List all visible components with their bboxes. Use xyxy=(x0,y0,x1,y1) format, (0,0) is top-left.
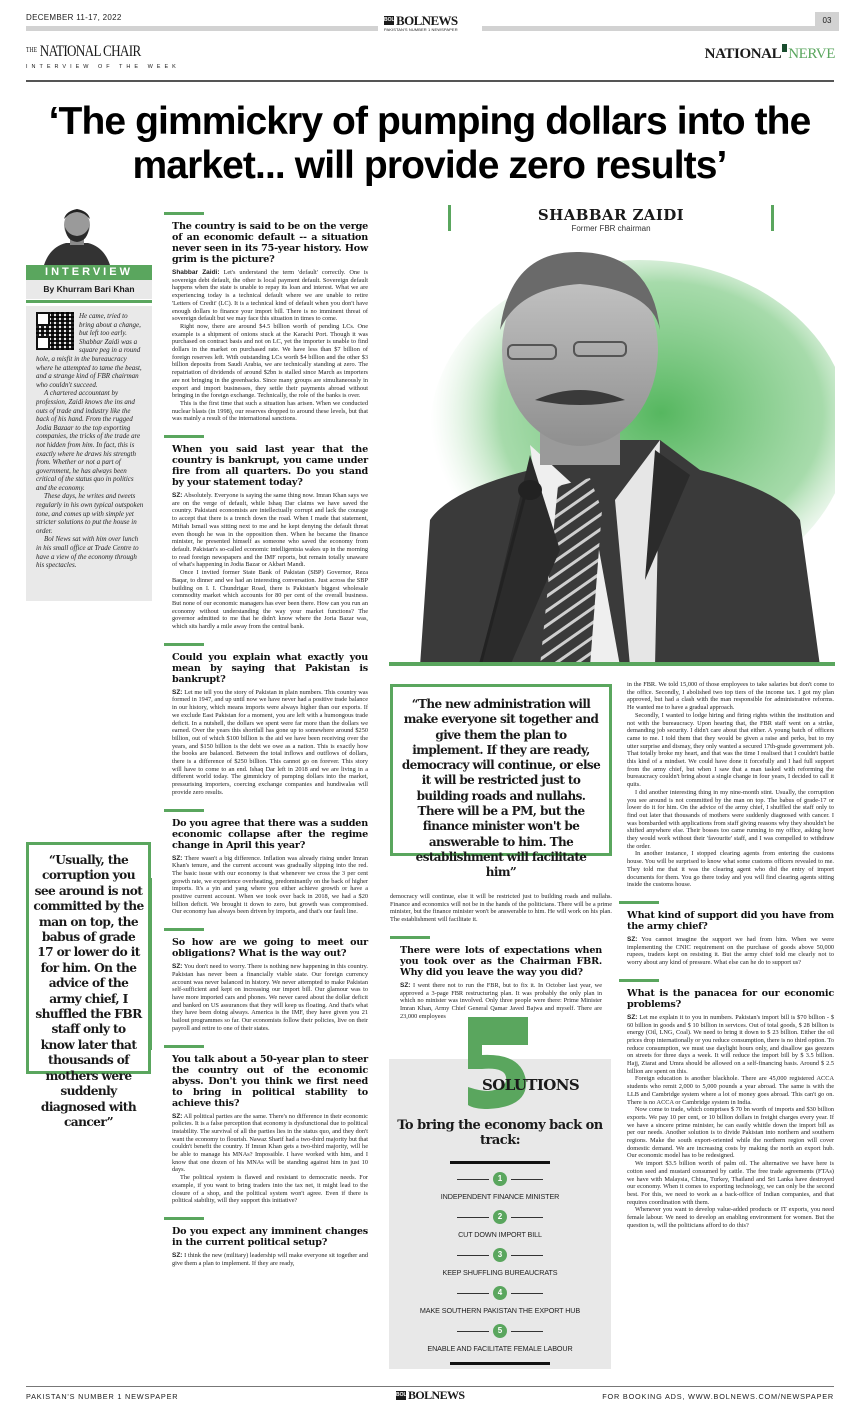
answer-paragraph xyxy=(627,936,834,967)
solution-number: 1 xyxy=(493,1172,507,1186)
question-marker xyxy=(164,1217,204,1220)
answer-paragraph: Secondly, I wanted to lodge hiring and firing rights within the institution and not with the bureaucracy. Upon hearing that, the FBR staff went on a strike, demanding job security. I didn't care about that either. A young batch of officers came to me. I told them that they would be given a raise and perks, but to my utter surprise and dismay, they only wanted a secured 17th-grade government job. That totally broke my heart, and that was the time I realised that I couldn't battle this kind of a mindset. We could have done it forcefully and I had full support from the army chief, but when I saw that a man tasked with reforming the bureaucracy couldn't bring about a single change in four years, I decided to call it quits. xyxy=(627,711,834,789)
speaker-label: SZ: xyxy=(172,1251,183,1259)
qr-code-icon[interactable] xyxy=(36,312,74,350)
bolnews-logo[interactable] xyxy=(384,14,458,32)
article-column-1 xyxy=(172,212,368,1267)
answer-text: I went there not to run the FBR, but to fix it. In October last year, we approved a 3-page FBR restructuring plan. It was probably the only plan in which no minister was involved. Only three people were there: Prime Minister Imran Khan, Army Chief General Qamar Javed Bajwa and myself. There are 23,000 employees xyxy=(400,981,602,1020)
solution-item xyxy=(389,1286,611,1315)
question: Could you explain what exactly you mean by saying that Pakistan is bankrupt? xyxy=(172,651,368,685)
solution-label: KEEP SHUFFLING BUREAUCRATS xyxy=(442,1268,558,1277)
answer-paragraph: Right now, there are around $4.5 billion worth of pending LCs. One example is a shipment of onions stuck at the Karachi Port. Though it was purchased on contract basis and not on LC, yet the importer is unable to find dollars in the market on purchased rate. We have less than $7 billion of foreign reserves left. With outstanding LCs worth $4 billion and the other $3 billion deposits from Saudi Arabia, we are technically standing at zero. The repatriation of dividends of around $2bn is stalled since March as importers are not bringing in the greenbacks. Since many groups are simultaneously in export and import businesses, they settle their payments abroad without bringing in the foreign exchange. Technically, the role of the banks is over. xyxy=(172,322,368,400)
masthead-rule-right xyxy=(482,26,815,31)
solution-number: 3 xyxy=(493,1248,507,1262)
answer-text: Absolutely. Everyone is saying the same thing now. Imran Khan says we are on the verge of default, while Ishaq Dar claims we have saved the country. Pakistani economists are intellectually corrupt and lack the courage to accept that there is a trench down the road. When I made that statement, Miftah Ismail was sitting next to me and he kept denying the default threat even though he was in the opposition then. When he became the finance minister, he presented himself as someone who saved the economy from default. Pakistan's so-called economic intelligentsia wakes up in the morning to read foreign newspapers and the IMF reports, but remain totally unaware of what's happening in Jodia Bazar or Akbari Mandi. xyxy=(172,492,368,569)
name-accent-left xyxy=(448,205,451,231)
page-number: 03 xyxy=(815,12,839,31)
intro-paragraph: These days, he writes and tweets regularly in his own typical outspoken tone, and comes up with simple yet stricter solutions to put the house in order. xyxy=(36,492,144,535)
question: The country is said to be on the verge of an economic default -- a situation never seen in its 75-year history. How grim is the picture? xyxy=(172,221,368,265)
speaker-label: SZ: xyxy=(172,492,183,500)
question-marker xyxy=(619,901,659,904)
intro-paragraph: He came, tried to bring about a change, but left too early. Shabbar Zaidi was a square peg in a round hole, a misfit in the bureaucracy where he attempted to tame the beast, and a strange kind of FBR chairman who couldn't succeed. xyxy=(36,312,142,389)
footer-logo-mark: BOL xyxy=(396,1391,407,1398)
interview-label: INTERVIEW xyxy=(26,265,152,280)
question-marker xyxy=(164,212,204,215)
answer-text: You don't need to worry. There is nothing new happening in this country. Pakistan has never been a financially viable state. Our foreign currency account was never balanced in history. We never attempted to make Pakistan self-sufficient and kept on increasing our import bill. Our glamour was to have more imported cars and phones. We never cared about the dollar deficit and banked on US assurances that they will keep us floating. And that's what they have been doing always. America is the IMF, they have given you 21 bailout programmes so far. Our economists follow their policies, live on their payroll and retire to one of their states. xyxy=(172,963,368,1032)
solution-label: ENABLE AND FACILITATE FEMALE LABOUR xyxy=(427,1344,573,1353)
issue-date: DECEMBER 11-17, 2022 xyxy=(26,13,122,22)
number-five-graphic xyxy=(468,1017,528,1109)
solution-label: INDEPENDENT FINANCE MINISTER xyxy=(440,1192,560,1201)
masthead-rule-left xyxy=(26,26,378,31)
solution-label: CUT DOWN IMPORT BILL xyxy=(458,1230,542,1239)
intro-box xyxy=(26,306,152,601)
byline: By Khurram Bari Khan xyxy=(26,280,152,299)
question-marker xyxy=(390,936,430,939)
footer-booking-link[interactable]: FOR BOOKING ADS, WWW.BOLNEWS.COM/NEWSPAPER xyxy=(602,1392,834,1401)
portrait-divider xyxy=(389,662,835,666)
solution-item xyxy=(389,1248,611,1277)
pull-quote-left: “Usually, the corruption you see around is not committed by the man on top, the babus of grade 17 or lower do it for him. On the advice of the army chief, I shuffled the FBR staff only to know later that thousands of mothers were suddenly diagnosed with cancer” xyxy=(26,842,151,1074)
footer-tagline: PAKISTAN'S NUMBER 1 NEWSPAPER xyxy=(26,1392,179,1401)
answer-text: Let me explain it to you in numbers. Pakistan's import bill is $70 billion - $ 60 billion in goods and $ 10 billion in services. Out of total goods, $ 28 billion is energy (Oil, LNG, Coal). We need to bring it down to $ 23 billion. Either the oil prices drop internationally or you reduce consumption, there is no third option. To reduce consumption, we must use daylight hours only, and disallow gas geezers on streets for three days a week. It will reduce the import bill by $ 3.5 billion. Hajj, Ziarat and Umra should be allowed on a self-financing basis. Around $ 2.5 billion are spent on this. xyxy=(627,1013,834,1075)
answer-paragraph: In another instance, I stopped clearing agents from entering the customs house. You will be surprised to know what some customs officers revealed to me. They told me that it was the clearing agent who did the entry of import documents for them. You go there today and you will find clearing agents sitting inside the customs house. xyxy=(627,850,834,889)
answer-paragraph xyxy=(172,855,368,917)
question: Do you expect any imminent changes in the current political setup? xyxy=(172,1225,368,1248)
answer-paragraph xyxy=(172,689,368,797)
section-title-the: THE xyxy=(26,46,38,54)
answer-text: All political parties are the same. There's no difference in their economic policies. It is a false perception that economy is dysfunctional due to political instability. The survival of all the parties lies in the status quo, and they don't want the economy to flourish. Nawaz Sharif had a two-third majority but that couldn't benefit the country. If Imran Khan gets a two-third majority, will he be able to manage his MNAs? Impossible. I have worked with him, and I know that one dozen of his MNAs will be standing against him in just 10 days. xyxy=(172,1112,368,1174)
article-column-3 xyxy=(627,681,834,1229)
speaker-label: Shabbar Zaidi: xyxy=(172,269,220,276)
solutions-rule-top xyxy=(450,1161,550,1164)
question-marker xyxy=(164,928,204,931)
speaker-label: SZ: xyxy=(172,854,183,862)
bolnews-tagline: PAKISTAN'S NUMBER 1 NEWSPAPER xyxy=(384,27,458,32)
solution-number: 2 xyxy=(493,1210,507,1224)
answer-text: I think the new (military) leadership will make everyone sit together and give them a plan to implement. If they are ready, xyxy=(172,1251,369,1267)
section-subtitle: INTERVIEW OF THE WEEK xyxy=(26,64,180,70)
speaker-label: SZ: xyxy=(172,1112,183,1120)
answer-text: Let's understand the term 'default' correctly. One is sovereign debt default, the other is local payment default. Sovereign default happens when the state is unable to repay its loan and interest. What we are experiencing today is a technical default where we are unable to retire 'Letters of Credit' (LC). It is a technical kind of default when you don't have enough dollars to finance your import bill. There is no imminent threat of sovereign default but we may face this situation in times to come. xyxy=(172,269,368,323)
solution-number: 5 xyxy=(493,1324,507,1338)
intro-paragraph: Bol News sat with him over lunch in his small office at Trade Centre to have a view of the economy through his spectacles. xyxy=(36,535,139,570)
speaker-label: SZ: xyxy=(400,981,411,989)
speaker-label: SZ: xyxy=(172,963,183,971)
question: What kind of support did you have from the army chief? xyxy=(627,909,834,932)
footer-bolnews-logo[interactable] xyxy=(396,1389,465,1401)
brand-nerve: NERVE xyxy=(788,46,835,62)
answer-paragraph: I did another interesting thing in my nine-month stint. Usually, the corruption you see around is not committed by the man on top. The babus of grade-17 or lower do it for him. On the advice of the army chief, I shuffled the staff only to find out later that thousands of mothers were suddenly diagnosed with cancer. I was bombarded with applications from staff giving reasons why they shouldn't be shifted anywhere else. Their bosses too came running to my office, asking how they would work without their 'favourite' staff, and I was compelled to withdraw the order. xyxy=(627,788,834,850)
answer-paragraph: The political system is flawed and resistant to democratic needs. For example, if you want to bring traders into the tax net, it might lead to the closure of a shop, and the political system won't agree. Even if there is political stability, will they support this initiative? xyxy=(172,1174,368,1205)
speaker-label: SZ: xyxy=(172,688,183,696)
answer-paragraph xyxy=(172,269,368,323)
answer-text: Let me tell you the story of Pakistan in plain numbers. This country was formed in 1947, and up until now we have never had a positive trade balance in our history, which means imports were always higher than our exports. If we exclude East Pakistan for a moment, you are left with a humongous trade deficit. In a nutshell, the dollars we spent were far more than the dollars we earned. Over the years this shortfall has gone up to somewhere around $250 billion, out of which $100 billion is the aid we have been receiving over the years, and $150 billion is the debt we owe as a nation. This is exactly how the books are balanced. Between the total inflows and outflows of dollars, there is a difference of $250 billion. This cannot go on forever. This story will have to come to an end. Ishaq Dar left in 2018 and we are living in a different world today. The gimmickry of pumping dollars into the market, pressurising importers, coercing exchange companies and hundiwalas will provide zero results. xyxy=(172,688,368,796)
answer-paragraph: Once I invited former State Bank of Pakistan (SBP) Governor, Reza Baqar, to dinner and we had an interesting conversation. Just across the SBP building on I. I. Chundrigar Road, there is Pakistan's biggest wholesale commodity market which accounts for 80 per cent of the overall business. But none of our economic managers has ever been there. How can you run an economy without understanding the way your market functions? The governor admitted to me that he didn't know where the Joria Bazar was, which sits hardly a mile away from the central bank. xyxy=(172,569,368,631)
answer-paragraph: democracy will continue, else it will be restricted just to building roads and nullahs. Finance and economics will not be in the hands of the politicians. There will be a prime minister, but the finance minister won't be answerable to him. He will work on his plan. The establishment will facilitate it. xyxy=(390,893,612,924)
answer-paragraph: Foreign education is another blackhole. There are 45,000 registered ACCA students who remit 2,000 to 5,000 pounds a year abroad. The same is with the LLB and Cambridge system where a lot of money goes abroad. This can't go on. There is no ACCA or Cambridge system in India. xyxy=(627,1075,834,1106)
subject-name: SHABBAR ZAIDI xyxy=(537,206,685,224)
answer-text: There wasn't a big difference. Inflation was already rising under Imran Khan's tenure, and the current account was gradually slipping into the red. The basic issue with our economy is that whenever we cross the 3 per cent growth rate, we experience overheating, predominantly on the back of higher imports. It's a yin and yang where you either achieve growth or have a positive current account. When we took over back in 2018, we had a $20 billion deficit. We brought it down to zero, but growth was compromised. Our economy has always been driven by imports, and that's our fault line. xyxy=(172,854,368,916)
question-marker xyxy=(164,643,204,646)
solution-label: MAKE SOUTHERN PAKISTAN THE EXPORT HUB xyxy=(419,1306,581,1315)
question-marker xyxy=(164,809,204,812)
answer-paragraph xyxy=(172,1113,368,1175)
question-marker xyxy=(164,435,204,438)
answer-paragraph: This is the first time that such a situation has arisen. When we conducted nuclear blasts (in 1998), our reserves dropped to around these levels, but that was mainly a result of the international sanctions. xyxy=(172,399,368,423)
subject-portrait xyxy=(390,250,835,666)
question: You talk about a 50-year plan to steer the country out of the economic abyss. Don't you think we first need to bring in political stability to achieve this? xyxy=(172,1053,368,1109)
answer-paragraph xyxy=(172,963,368,1032)
byline-rule xyxy=(26,300,152,303)
header-divider xyxy=(26,80,834,82)
headline: ‘The gimmickry of pumping dollars into the market... will provide zero results’ xyxy=(48,100,811,187)
footer-logo-text: BOLNEWS xyxy=(408,1388,465,1402)
answer-paragraph xyxy=(627,1014,834,1076)
article-column-2 xyxy=(390,893,612,1020)
question: When you said last year that the country is bankrupt, you came under fire from all quarters. Do you stand by your statement today? xyxy=(172,444,368,489)
solution-number: 4 xyxy=(493,1286,507,1300)
speaker-label: SZ: xyxy=(627,935,638,943)
answer-paragraph: We import $3.5 billion worth of palm oil. The alternative we have here is cotton seed and mustard consumed by cattle. The free trade agreements (FTAs) we have with Malaysia, China, Turkey, Thailand and Sri Lanka have destroyed our economy. When it comes to exporting technology, we can only be the second best. For this, we need to work as a back-office of Indian companies, and that requires coordination with them. xyxy=(627,1160,834,1206)
speaker-label: SZ: xyxy=(627,1013,638,1021)
intro-paragraph: A chartered accountant by profession, Zaidi knows the ins and outs of trade and industry like the back of his hand. From the rugged Jodia Bazaar to the top exporting companies, the tricks of the trade are not hidden from him. In fact, this is exactly where he draws his strength from. Whether or not a part of government, he has always been critical of the status quo in politics and the economy. xyxy=(36,389,141,492)
answer-paragraph: Now come to trade, which comprises $ 70 bn worth of imports and $30 billion exports. We pay 10 per cent, or 10 billion dollars in freight charges every year. If we have a sincere prime minister, he can easily whittle down the import bill as per our needs. Another solution is to divide Pakistan into northern and southern regions. Make the south export-oriented while the northern region will cover domestic demand. We are increasing costs by making the north an export hub. Our economic model has to be redesigned. xyxy=(627,1106,834,1160)
brand-national: NATIONAL xyxy=(704,46,782,62)
answer-paragraph: in the FBR. We told 15,000 of those employees to take salaries but don't come to the office. Secondly, I abolished two top tiers of the income tax. I got my plan approved, but had a clash with the man responsible for administrative reforms. He wanted me to have a gradual approach. xyxy=(627,681,834,712)
national-nerve-logo xyxy=(705,44,835,63)
footer-divider xyxy=(26,1386,834,1387)
solution-item xyxy=(389,1324,611,1353)
name-accent-right xyxy=(771,205,774,231)
subject-role: Former FBR chairman xyxy=(571,224,651,233)
question-marker xyxy=(164,1045,204,1048)
author-photo xyxy=(42,205,112,265)
answer-paragraph xyxy=(172,492,368,569)
section-title xyxy=(26,43,141,61)
question: So how are we going to meet our obligations? What is the way out? xyxy=(172,937,368,960)
solutions-rule-bottom xyxy=(450,1362,550,1365)
question: Do you agree that there was a sudden economic collapse after the regime change in April this year? xyxy=(172,817,368,851)
pull-quote-center: “The new administration will make everyone sit together and give them the plan to implement. If they are ready, democracy will continue, or else it will be restricted just to building roads and nullahs. There will be a PM, but the finance minister won't be answerable to him. The establishment will facilitate him” xyxy=(390,684,612,856)
section-title-main: NATIONAL CHAIR xyxy=(39,43,141,60)
question: There were lots of expectations when you took over as the Chairman FBR. Why did you leave the way you did? xyxy=(400,944,602,978)
flag-icon xyxy=(782,44,787,52)
answer-text: You cannot imagine the support we had from him. When we were implementing the CNIC requirement on the purchase of goods above 50,000 rupees, traders kept on resisting it. But the army chief told me clearly not to worry about any kind of pressure. What else can he do to support us? xyxy=(627,935,834,967)
question-marker xyxy=(619,979,659,982)
solutions-title: SOLUTIONS xyxy=(482,1076,580,1094)
solutions-subtitle: To bring the economy back on track: xyxy=(397,1118,603,1148)
bolnews-logo-text: BOLNEWS xyxy=(396,13,458,28)
solution-item xyxy=(389,1172,611,1201)
question: What is the panacea for our economic problems? xyxy=(627,987,834,1010)
solution-item xyxy=(389,1210,611,1239)
bolnews-logo-mark: BOL xyxy=(384,17,395,23)
answer-paragraph xyxy=(390,982,612,1021)
answer-paragraph xyxy=(172,1252,368,1267)
answer-paragraph: Whenever you want to develop value-added products or IT exports, you need female labour. We need to develop an enabling environment for women. But the question is, will the politicians afford to do this? xyxy=(627,1206,834,1229)
